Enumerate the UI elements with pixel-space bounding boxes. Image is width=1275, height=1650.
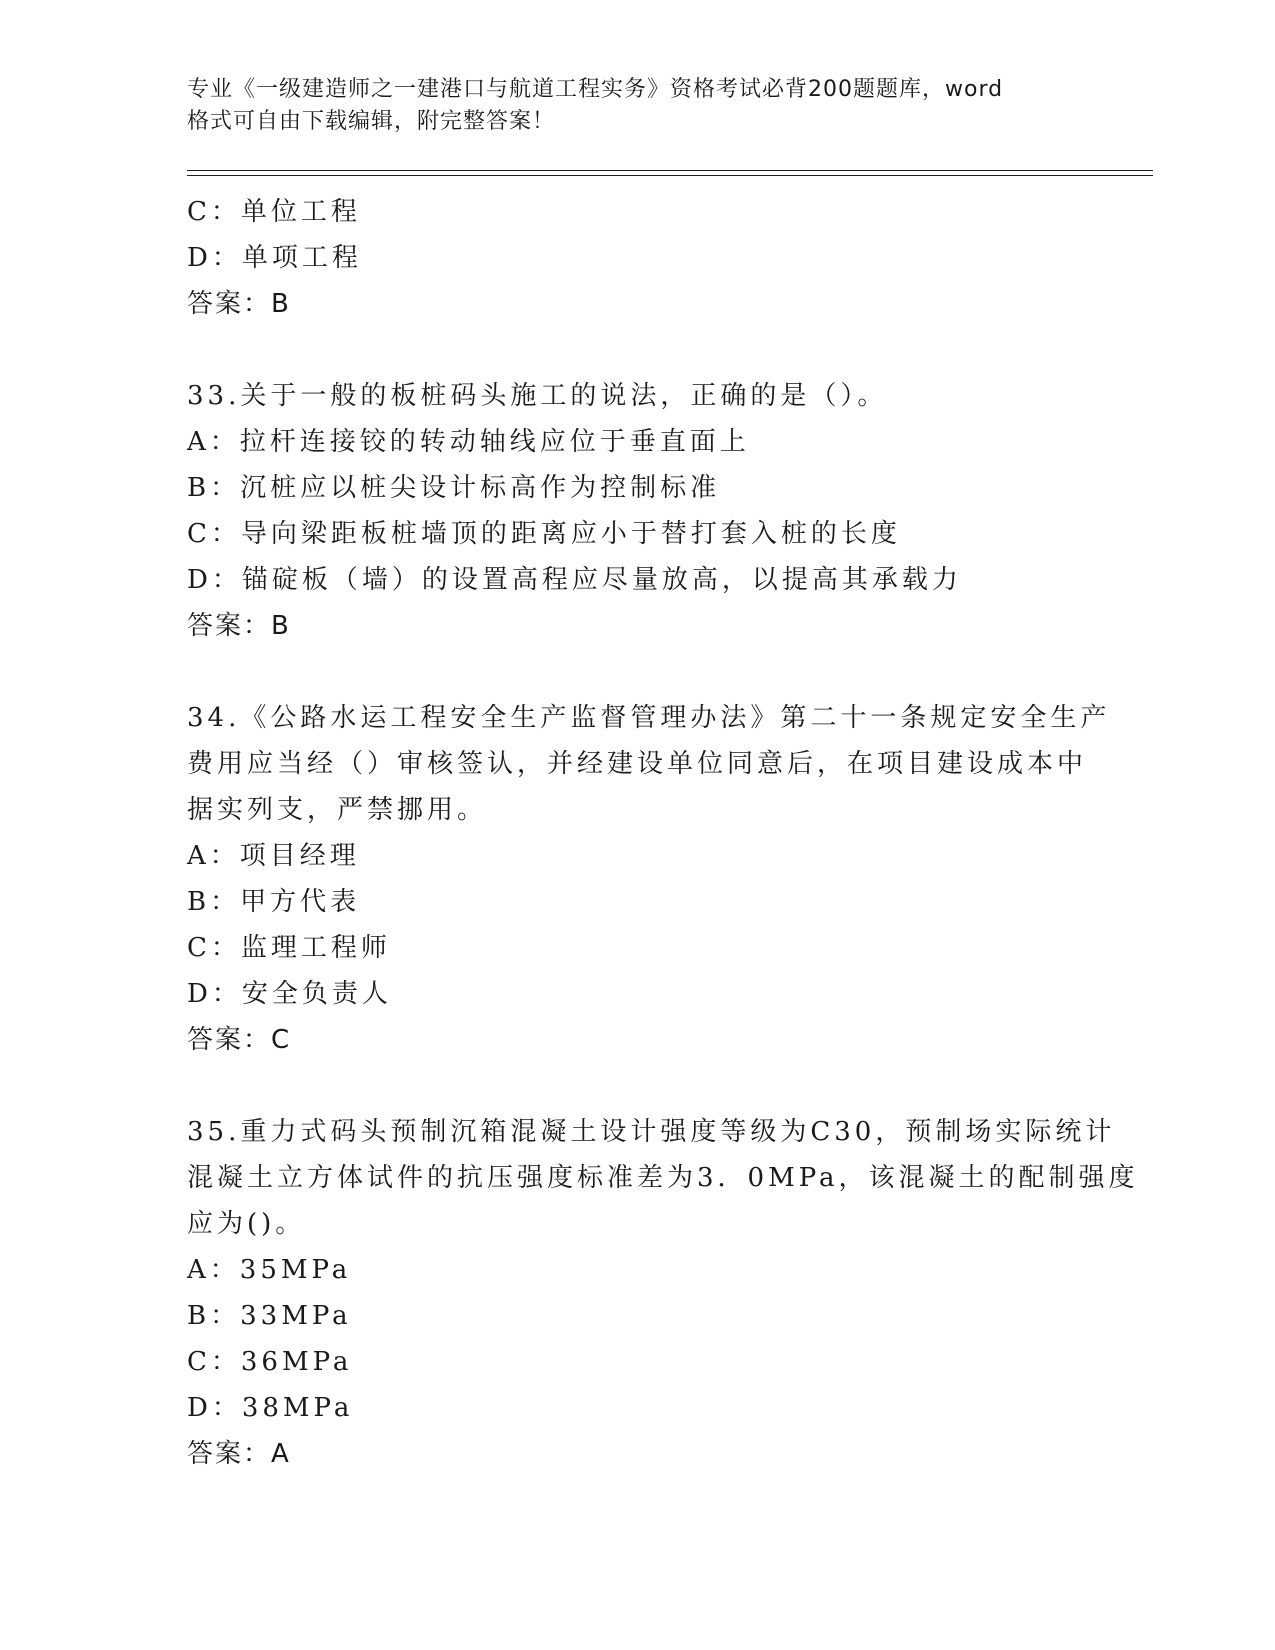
option-b: B：33MPa (187, 1301, 352, 1331)
option-a: A：拉杆连接铰的转动轴线应位于垂直面上 (187, 427, 750, 457)
document-header (187, 74, 1067, 138)
option-c: C：导向梁距板桩墙顶的距离应小于替打套入桩的长度 (187, 519, 901, 549)
option-d: D：锚碇板（墙）的设置高程应尽量放高，以提高其承载力 (187, 565, 962, 595)
question-stem: 34.《公路水运工程安全生产监督管理办法》第二十一条规定安全生产 (187, 703, 1111, 733)
question-34 (187, 695, 1111, 1063)
question-stem: 混凝土立方体试件的抗压强度标准差为3．0MPa，该混凝土的配制强度 (187, 1163, 1139, 1193)
header-rule-bottom (187, 175, 1153, 176)
header-line-2: 格式可自由下载编辑，附完整答案！ (187, 109, 556, 134)
option-d: D：单项工程 (187, 243, 362, 273)
option-b: B：甲方代表 (187, 887, 361, 917)
answer-line: 答案：B (187, 289, 291, 319)
option-a: A：项目经理 (187, 841, 360, 871)
question-stem: 应为()。 (187, 1209, 306, 1239)
question-stem: 据实列支，严禁挪用。 (187, 795, 488, 825)
option-c: C：36MPa (187, 1347, 353, 1377)
question-list (187, 189, 1139, 1477)
question-stem: 35.重力式码头预制沉箱混凝土设计强度等级为C30，预制场实际统计 (187, 1117, 1116, 1147)
option-d: D：38MPa (187, 1393, 354, 1423)
option-a: A：35MPa (187, 1255, 352, 1285)
header-rule-top (187, 170, 1153, 171)
question-35 (187, 1109, 1139, 1477)
question-stem: 费用应当经（）审核签认，并经建设单位同意后，在项目建设成本中 (187, 749, 1088, 779)
option-b: B：沉桩应以桩尖设计标高作为控制标准 (187, 473, 721, 503)
header-line-1: 专业《一级建造师之一建港口与航道工程实务》资格考试必背200题题库，word (187, 77, 1004, 102)
answer-line: 答案：B (187, 611, 291, 641)
option-c: C：监理工程师 (187, 933, 391, 963)
option-c: C：单位工程 (187, 197, 361, 227)
question-stem: 33.关于一般的板桩码头施工的说法，正确的是（）。 (187, 381, 888, 411)
question-fragment (187, 189, 1087, 327)
answer-line: 答案：A (187, 1439, 291, 1469)
question-33 (187, 373, 1087, 649)
answer-line: 答案：C (187, 1025, 292, 1055)
option-d: D：安全负责人 (187, 979, 392, 1009)
